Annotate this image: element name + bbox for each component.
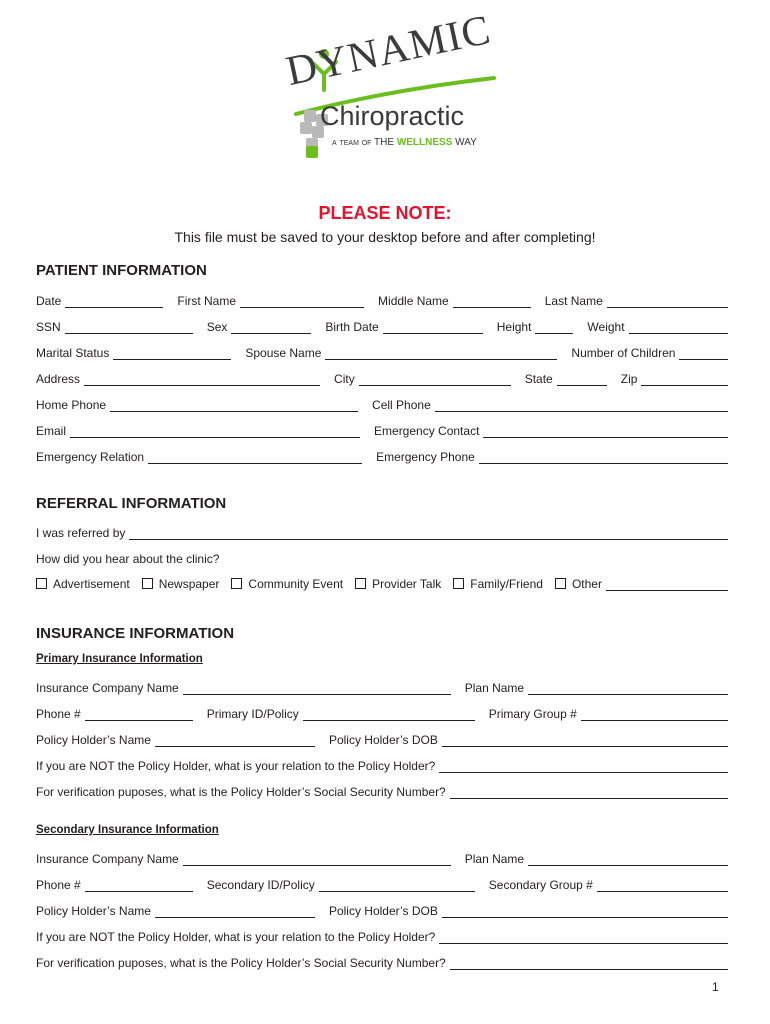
- please-note-title: PLEASE NOTE:: [318, 203, 452, 223]
- logo-subtitle: Chiropractic: [320, 101, 465, 131]
- height-label: Height: [496, 320, 532, 334]
- primary-holder-name-field[interactable]: [155, 732, 315, 747]
- emergency-contact-label: Emergency Contact: [374, 424, 480, 438]
- patient-row-2: [36, 316, 728, 334]
- secondary-ssn-field[interactable]: [450, 955, 728, 970]
- weight-label: Weight: [587, 320, 625, 334]
- primary-row-4: [36, 755, 728, 773]
- patient-row-3: [36, 342, 728, 360]
- other-field[interactable]: [606, 576, 728, 591]
- birth-date-label: Birth Date: [325, 320, 379, 334]
- secondary-phone-label: Phone #: [36, 878, 81, 892]
- ssn-field[interactable]: [65, 319, 193, 334]
- state-label: State: [524, 372, 553, 386]
- date-field[interactable]: [65, 293, 163, 308]
- secondary-plan-name-label: Plan Name: [464, 852, 525, 866]
- emergency-phone-field[interactable]: [479, 449, 728, 464]
- primary-holder-name-label: Policy Holder’s Name: [36, 733, 151, 747]
- home-phone-label: Home Phone: [36, 398, 107, 412]
- primary-company-name-label: Insurance Company Name: [36, 681, 179, 695]
- primary-group-field[interactable]: [581, 706, 728, 721]
- primary-id-field[interactable]: [303, 706, 475, 721]
- primary-ssn-field[interactable]: [450, 784, 728, 799]
- marital-status-label: Marital Status: [36, 346, 110, 360]
- address-field[interactable]: [84, 371, 320, 386]
- first-name-label: First Name: [177, 294, 237, 308]
- state-field[interactable]: [557, 371, 607, 386]
- email-label: Email: [36, 424, 67, 438]
- primary-holder-dob-field[interactable]: [442, 732, 728, 747]
- primary-id-label: Primary ID/Policy: [206, 707, 299, 721]
- option-provider-talk[interactable]: Provider Talk: [355, 577, 441, 591]
- primary-row-2: [36, 703, 728, 721]
- referral-information-heading: REFERRAL INFORMATION: [36, 495, 227, 512]
- secondary-row-1: [36, 848, 728, 866]
- city-label: City: [334, 372, 355, 386]
- primary-relation-field[interactable]: [439, 758, 728, 773]
- secondary-relation-field[interactable]: [439, 929, 728, 944]
- primary-holder-dob-label: Policy Holder’s DOB: [328, 733, 438, 747]
- checkbox[interactable]: [453, 578, 464, 589]
- primary-ssn-question: For verification puposes, what is the Policy Holder’s Social Security Number?: [36, 785, 446, 799]
- secondary-group-label: Secondary Group #: [488, 878, 593, 892]
- secondary-holder-name-label: Policy Holder’s Name: [36, 904, 151, 918]
- primary-plan-name-label: Plan Name: [464, 681, 525, 695]
- zip-label: Zip: [620, 372, 638, 386]
- cell-phone-field[interactable]: [435, 397, 728, 412]
- dynamic-chiropractic-logo: [278, 6, 500, 168]
- emergency-phone-label: Emergency Phone: [376, 450, 475, 464]
- date-label: Date: [36, 294, 62, 308]
- referral-row-1: [36, 522, 728, 540]
- page-number: 1: [712, 980, 719, 994]
- primary-row-5: [36, 781, 728, 799]
- patient-row-7: [36, 446, 728, 464]
- referral-options: [36, 573, 728, 591]
- home-phone-field[interactable]: [110, 397, 358, 412]
- spouse-name-field[interactable]: [325, 345, 557, 360]
- primary-phone-label: Phone #: [36, 707, 81, 721]
- secondary-row-4: [36, 926, 728, 944]
- insurance-information-heading: INSURANCE INFORMATION: [36, 625, 235, 642]
- number-of-children-field[interactable]: [679, 345, 728, 360]
- emergency-contact-field[interactable]: [483, 423, 728, 438]
- spouse-name-label: Spouse Name: [245, 346, 322, 360]
- referred-by-field[interactable]: [129, 525, 728, 540]
- secondary-company-name-label: Insurance Company Name: [36, 852, 179, 866]
- referred-by-label: I was referred by: [36, 526, 126, 540]
- checkbox[interactable]: [555, 578, 566, 589]
- secondary-ssn-question: For verification puposes, what is the Policy Holder’s Social Security Number?: [36, 956, 446, 970]
- primary-group-label: Primary Group #: [488, 707, 577, 721]
- patient-row-5: [36, 394, 728, 412]
- patient-information-heading: PATIENT INFORMATION: [36, 262, 207, 279]
- emergency-relation-field[interactable]: [148, 449, 362, 464]
- secondary-insurance-heading: Secondary Insurance Information: [36, 824, 219, 836]
- primary-relation-question: If you are NOT the Policy Holder, what is your relation to the Policy Holder?: [36, 759, 436, 773]
- please-note-subtitle: This file must be saved to your desktop before and after completing!: [174, 229, 596, 245]
- middle-name-label: Middle Name: [378, 294, 449, 308]
- ssn-label: SSN: [36, 320, 61, 334]
- option-family-friend[interactable]: Family/Friend: [453, 577, 543, 591]
- number-of-children-label: Number of Children: [571, 346, 676, 360]
- secondary-group-field[interactable]: [597, 877, 728, 892]
- option-newspaper[interactable]: Newspaper: [142, 577, 220, 591]
- secondary-plan-name-field[interactable]: [528, 851, 728, 866]
- checkbox[interactable]: [355, 578, 366, 589]
- last-name-field[interactable]: [607, 293, 728, 308]
- secondary-company-name-field[interactable]: [183, 851, 451, 866]
- checkbox[interactable]: [142, 578, 153, 589]
- primary-company-name-field[interactable]: [183, 680, 451, 695]
- zip-field[interactable]: [641, 371, 728, 386]
- logo-wordmark: DYNAMIC: [282, 6, 495, 96]
- secondary-holder-dob-field[interactable]: [442, 903, 728, 918]
- sex-label: Sex: [206, 320, 228, 334]
- patient-row-1: [36, 290, 728, 308]
- height-field[interactable]: [535, 319, 573, 334]
- checkbox[interactable]: [36, 578, 47, 589]
- patient-row-6: [36, 420, 728, 438]
- last-name-label: Last Name: [544, 294, 603, 308]
- secondary-relation-question: If you are NOT the Policy Holder, what is your relation to the Policy Holder?: [36, 930, 436, 944]
- secondary-id-label: Secondary ID/Policy: [206, 878, 315, 892]
- secondary-phone-field[interactable]: [85, 877, 193, 892]
- first-name-field[interactable]: [240, 293, 364, 308]
- primary-plan-name-field[interactable]: [528, 680, 728, 695]
- cell-phone-label: Cell Phone: [372, 398, 431, 412]
- secondary-holder-name-field[interactable]: [155, 903, 315, 918]
- secondary-row-2: [36, 874, 728, 892]
- middle-name-field[interactable]: [453, 293, 531, 308]
- email-field[interactable]: [70, 423, 360, 438]
- birth-date-field[interactable]: [383, 319, 483, 334]
- checkbox[interactable]: [231, 578, 242, 589]
- option-other[interactable]: Other: [555, 577, 602, 591]
- primary-phone-field[interactable]: [85, 706, 193, 721]
- marital-status-field[interactable]: [113, 345, 231, 360]
- option-advertisement[interactable]: Advertisement: [36, 577, 130, 591]
- primary-row-3: [36, 729, 728, 747]
- secondary-holder-dob-label: Policy Holder’s DOB: [328, 904, 438, 918]
- secondary-id-field[interactable]: [319, 877, 475, 892]
- primary-row-1: [36, 677, 728, 695]
- how-heard-label: How did you hear about the clinic?: [36, 552, 220, 566]
- logo-tagline: A TEAM OF THE WELLNESS WAY: [332, 137, 477, 148]
- secondary-row-3: [36, 900, 728, 918]
- primary-insurance-heading: Primary Insurance Information: [36, 653, 203, 665]
- sex-field[interactable]: [231, 319, 311, 334]
- city-field[interactable]: [359, 371, 511, 386]
- address-label: Address: [36, 372, 81, 386]
- patient-row-4: [36, 368, 728, 386]
- referral-row-2: [36, 548, 728, 566]
- option-community-event[interactable]: Community Event: [231, 577, 343, 591]
- weight-field[interactable]: [629, 319, 728, 334]
- emergency-relation-label: Emergency Relation: [36, 450, 145, 464]
- secondary-row-5: [36, 952, 728, 970]
